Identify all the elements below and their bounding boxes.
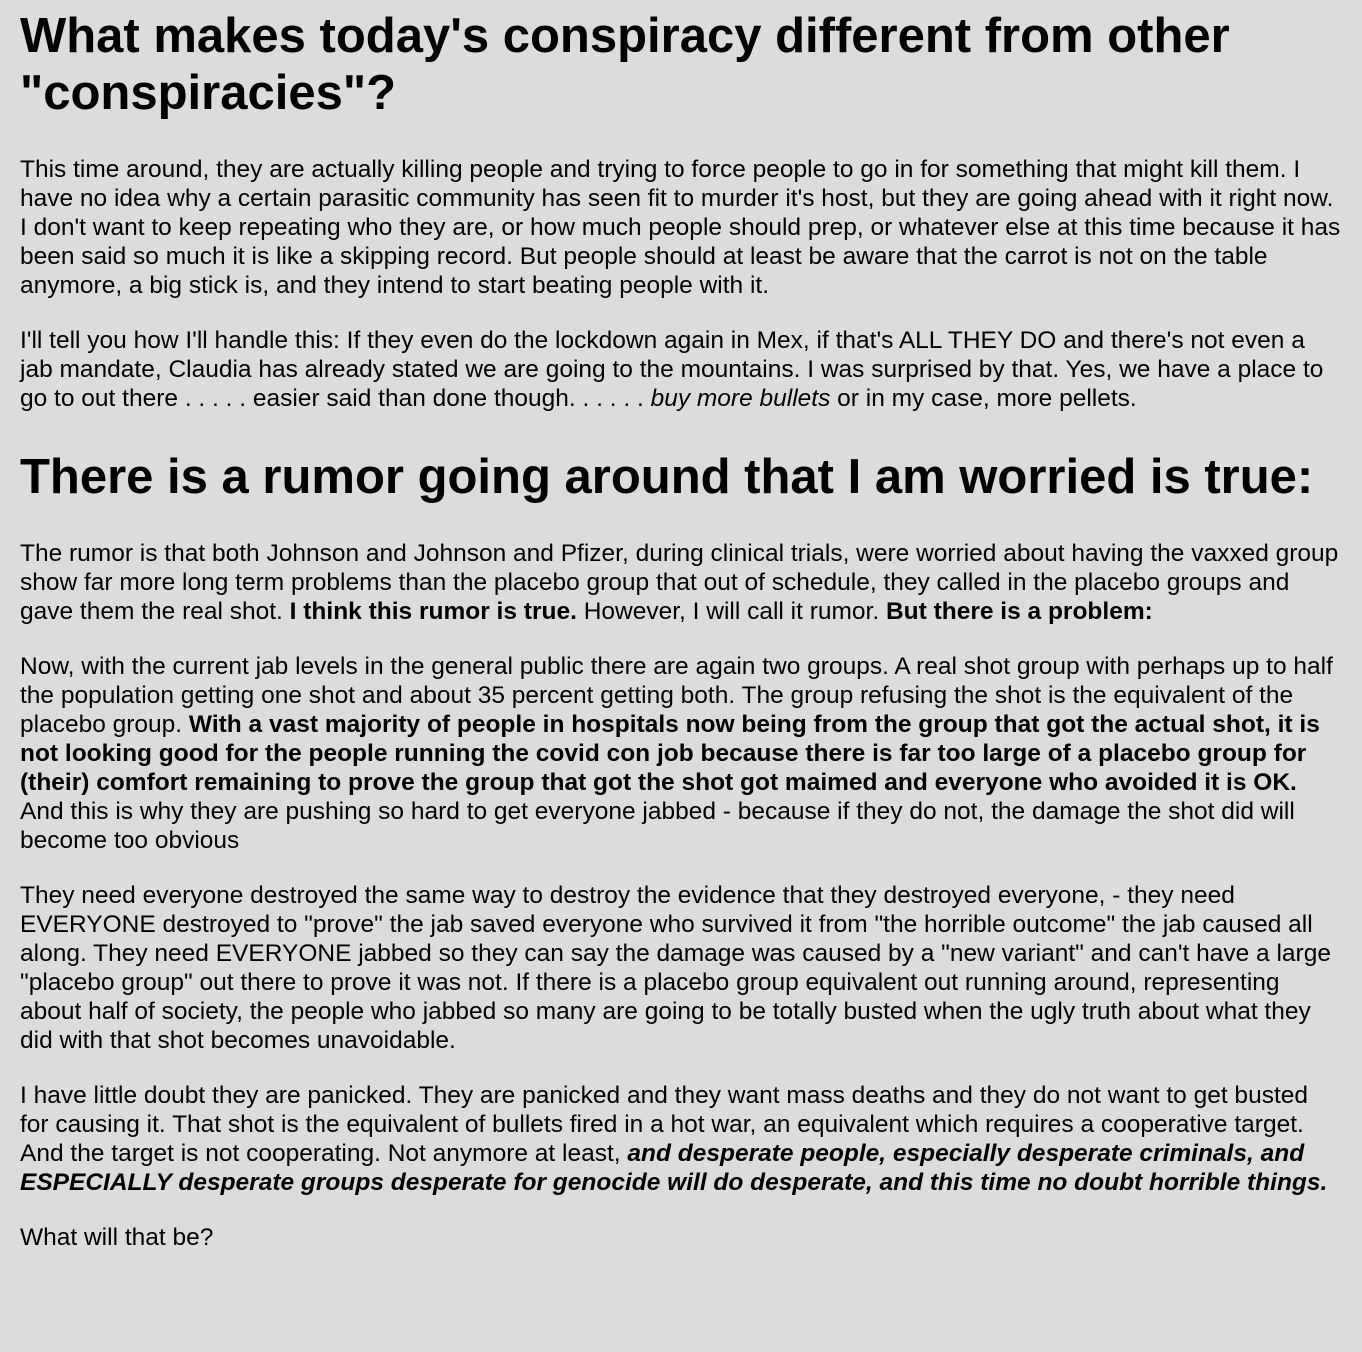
paragraph-destroy-evidence: They need everyone destroyed the same way to destroy the evidence that they destroyed everyone, - they need EVERYONE destroyed to "prove" the jab saved everyone who survived it from "the horrible outcome" the jab caused all along. They need EVERYONE jabbed so they can say the damage was caused by a "new variant" and can't have a large "placebo group" out there to prove it was not. If there is a placebo group equivalent out running around, representing about half of society, the people who jabbed so many are going to be totally busted when the ugly truth about what they did with that shot becomes unavoidable. — [20, 882, 1331, 1054]
heading-rumor: There is a rumor going around that I am worried is true: — [20, 450, 1314, 504]
paragraph-rumor — [20, 539, 1342, 626]
paragraph-lockdown-plan — [20, 326, 1342, 413]
paragraph-panicked — [20, 1081, 1342, 1197]
panicked-text: I have little doubt they are panicked. They are panicked and they want mass deaths and they do not want to get busted for causing it. That shot is the equivalent of bullets fired in a hot war, an equivalent which requires a cooperative target. And the target is not cooperating. Not anymore at least, — [20, 1082, 1308, 1167]
rumor-true-text: I think this rumor is true. — [289, 598, 577, 625]
buy-more-bullets-text: buy more bullets — [650, 385, 831, 412]
heading-conspiracy: What makes today's conspiracy different from other "conspiracies"? — [20, 9, 1230, 120]
pellets-text: or in my case, more pellets. — [830, 385, 1137, 412]
groups-text: Now, with the current jab levels in the general public there are again two groups. A real shot group with perhaps up to half the population getting one shot and about 35 percent getting both. The group refusing the shot is the equivalent of the placebo group. — [20, 653, 1333, 738]
desperate-people-text: and desperate people, especially desperate criminals, and ESPECIALLY desperate groups desperate for genocide will do desperate, and this time no doubt horrible things. — [20, 1140, 1328, 1196]
problem-text: But there is a problem: — [885, 598, 1153, 625]
paragraph-killing-people: This time around, they are actually killing people and trying to force people to go in for something that might kill them. I have no idea why a certain parasitic community has seen fit to murder it's host, but they are going ahead with it right now. I don't want to keep repeating who they are, or how much people should prep, or whatever else at this time because it has been said so much it is like a skipping record. But people should at least be aware that the carrot is not on the table anymore, a big stick is, and they intend to start beating people with it. — [20, 156, 1341, 299]
call-rumor-text: However, I will call it rumor. — [576, 598, 886, 625]
paragraph-question: What will that be? — [20, 1224, 214, 1251]
pushing-hard-text: And this is why they are pushing so hard to get everyone jabbed - because if they do not, the damage the shot did will become too obvious — [20, 798, 1295, 854]
rumor-text: The rumor is that both Johnson and Johnson and Pfizer, during clinical trials, were worried about having the vaxxed group show far more long term problems than the placebo group that out of schedule, they called in the placebo groups and gave them the real shot. — [20, 540, 1339, 625]
hospital-majority-text: With a vast majority of people in hospitals now being from the group that got the actual shot, it is not looking good for the people running the covid con job because there is far too large of a placebo group for (their) comfort remaining to prove the group that got the shot got maimed and everyone who avoided it is OK. — [20, 711, 1320, 796]
lockdown-text: I'll tell you how I'll handle this: If they even do the lockdown again in Mex, if that's ALL THEY DO and there's not even a jab mandate, Claudia has already stated we are going to the mountains. I was surprised by that. Yes, we have a place to go to out there . . . . . easier said than done though. . . . . . — [20, 327, 1324, 412]
paragraph-two-groups — [20, 652, 1342, 855]
